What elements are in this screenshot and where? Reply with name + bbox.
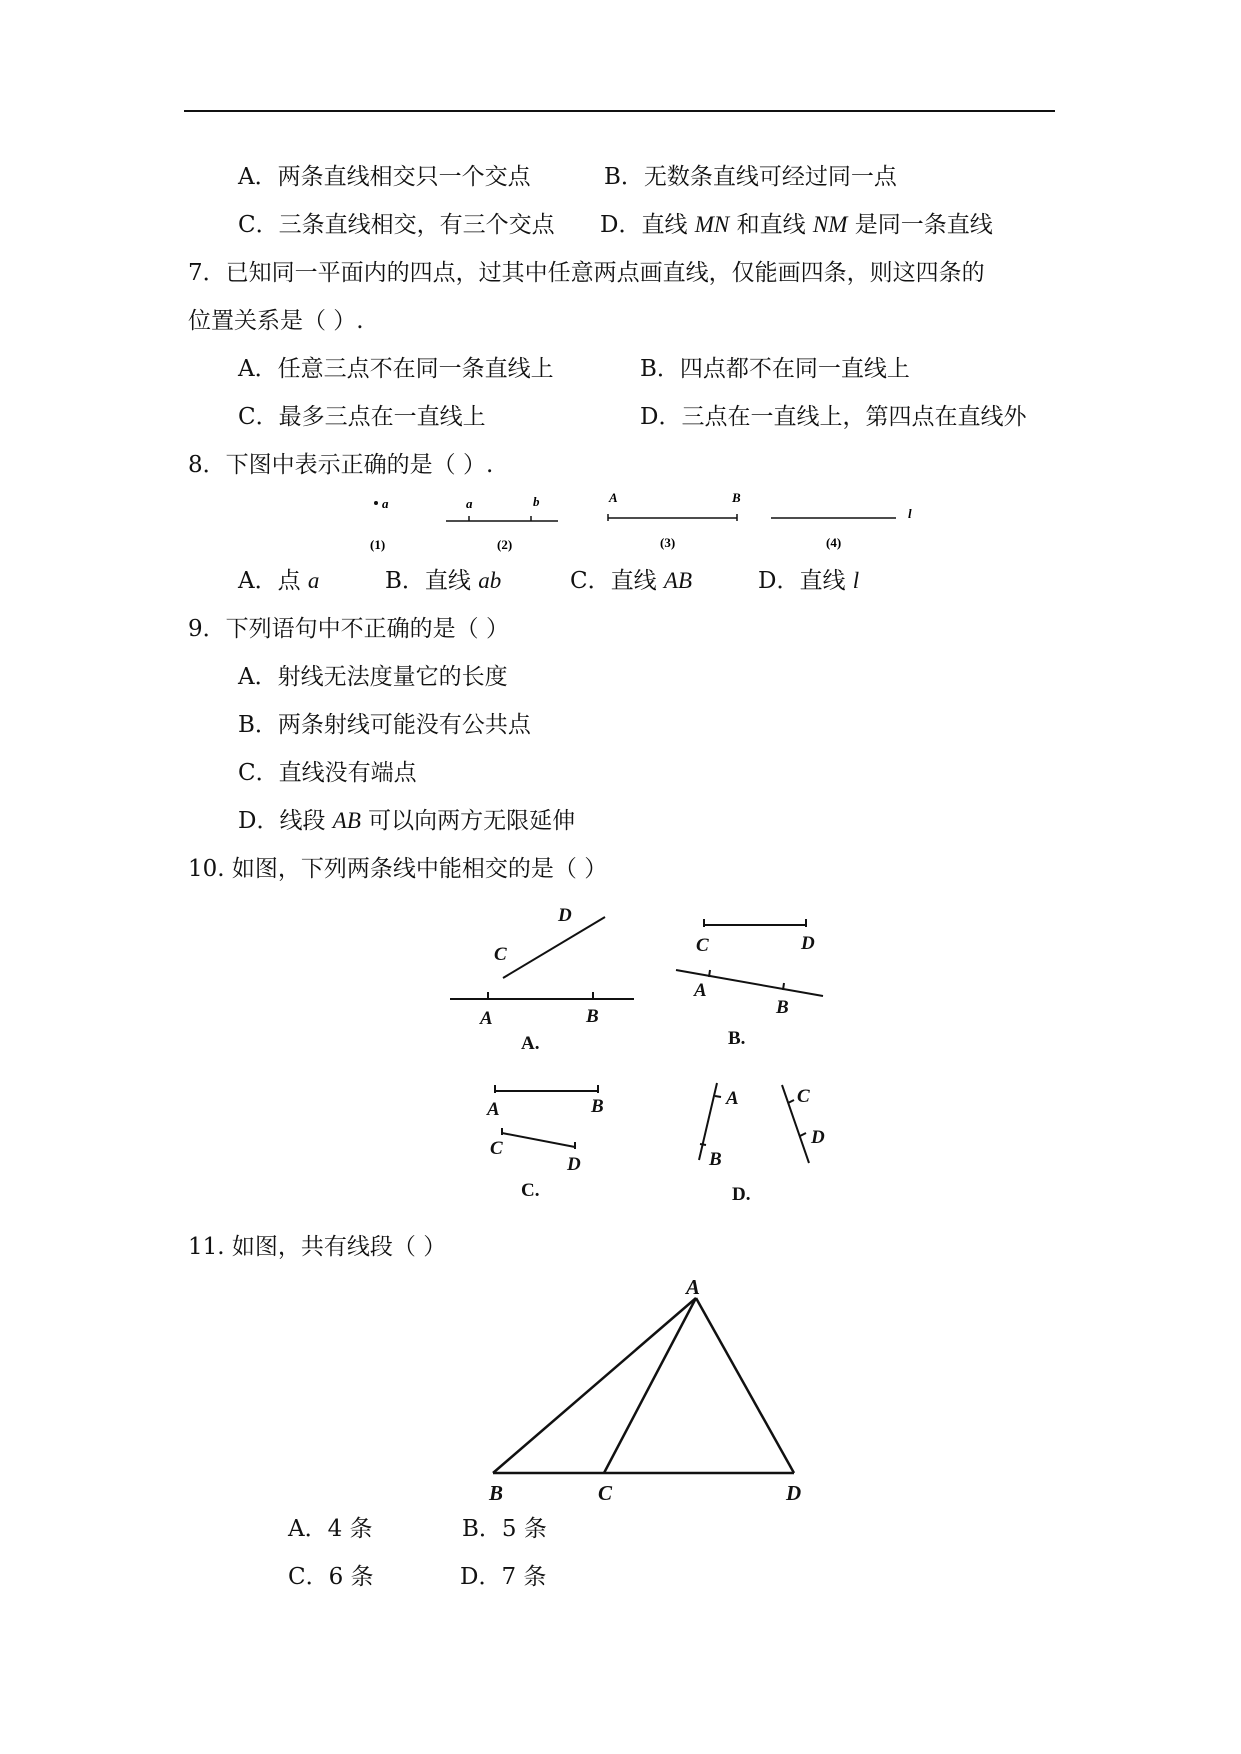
q8-fig3-caption: (3) — [660, 535, 676, 550]
q9-option-b: B．两条射线可能没有公共点 — [238, 712, 531, 738]
q11-label-d: D — [786, 1481, 802, 1505]
q10-b-label-b: B — [776, 997, 789, 1018]
q6-option-c: C．三条直线相交，有三个交点 — [238, 212, 555, 238]
q8-fig2-label-b: b — [533, 494, 540, 509]
q10-b-tick-b — [783, 983, 784, 990]
q11-label-b: B — [489, 1481, 504, 1505]
q8-option-b-var: ab — [478, 568, 502, 593]
q11-option-b: B．5 条 — [462, 1516, 547, 1542]
q8-fig4-label: l — [908, 506, 912, 521]
q6-option-d-post: 是同一条直线 — [847, 212, 993, 238]
q10-d-label-c: C — [797, 1086, 810, 1107]
q8-option-a-pre: A．点 — [238, 568, 308, 594]
q9-option-a: A．射线无法度量它的长度 — [238, 664, 508, 690]
q10-b-label-a: A — [694, 980, 707, 1001]
q6-option-d-mn: MN — [694, 212, 730, 237]
q10-d-label-b: B — [709, 1149, 722, 1170]
q10-a-label-c: C — [494, 944, 507, 965]
q9-option-d-var: AB — [332, 808, 361, 833]
q8-option-b — [385, 566, 501, 596]
q11-label-a: A — [686, 1275, 701, 1299]
q10-d-tick-d — [800, 1133, 806, 1136]
header-rule — [184, 110, 1055, 112]
q10-d-segment-cd — [782, 1085, 809, 1163]
q6-option-b: B．无数条直线可经过同一点 — [604, 164, 897, 190]
q8-fig4-caption: (4) — [826, 535, 842, 550]
q10-b-label-c: C — [696, 935, 709, 956]
q10-a-label-b: B — [586, 1006, 599, 1027]
q6-option-d — [600, 210, 993, 240]
q11-segment-ad — [696, 1298, 794, 1473]
q8-option-d-pre: D．直线 — [758, 568, 853, 594]
q10-a-segment-cd — [503, 917, 605, 978]
q8-option-a — [238, 566, 319, 596]
q8-option-b-pre: B．直线 — [385, 568, 479, 594]
q10-b-line-ab — [676, 970, 823, 996]
q10-d-segment-ab — [699, 1083, 717, 1160]
q10-stem: 10. 如图，下列两条线中能相交的是（ ） — [188, 856, 608, 882]
q8-fig3-label-a: A — [609, 490, 618, 505]
q8-fig1-caption: (1) — [370, 537, 386, 552]
q9-stem: 9．下列语句中不正确的是（ ） — [188, 616, 509, 642]
q10-c-caption: C. — [521, 1180, 540, 1201]
q7-stem-line1: 7．已知同一平面内的四点，过其中任意两点画直线，仅能画四条，则这四条的 — [188, 260, 985, 286]
q8-option-c — [570, 566, 692, 596]
q7-option-a: A．任意三点不在同一条直线上 — [238, 356, 554, 382]
q10-a-label-d: D — [558, 905, 572, 926]
q8-option-d — [758, 566, 859, 596]
q10-d-caption: D. — [732, 1184, 751, 1205]
q11-stem: 11. 如图，共有线段（ ） — [188, 1234, 447, 1260]
q8-fig2-caption: (2) — [497, 537, 513, 552]
q10-b-caption: B. — [728, 1028, 746, 1049]
q6-option-d-nm: NM — [812, 212, 848, 237]
q8-option-c-pre: C．直线 — [570, 568, 664, 594]
q6-option-d-pre: D．直线 — [600, 212, 695, 238]
q10-c-label-d: D — [567, 1154, 581, 1175]
q8-fig1-point — [374, 501, 378, 505]
q11-option-c: C．6 条 — [288, 1564, 374, 1590]
q10-b-tick-a — [709, 970, 710, 977]
q10-d-tick-c — [788, 1100, 794, 1103]
q8-fig3-label-b: B — [732, 490, 741, 505]
q11-option-d: D．7 条 — [460, 1564, 547, 1590]
q7-stem-line2: 位置关系是（ ）. — [188, 308, 364, 334]
q10-c-label-c: C — [490, 1138, 503, 1159]
q9-option-c: C．直线没有端点 — [238, 760, 417, 786]
q9-option-d-pre: D．线段 — [238, 808, 333, 834]
q10-a-caption: A. — [521, 1033, 540, 1054]
q7-option-b: B．四点都不在同一直线上 — [640, 356, 910, 382]
q9-option-d — [238, 806, 575, 836]
q11-segment-ab — [493, 1298, 696, 1473]
q10-b-label-d: D — [801, 933, 815, 954]
q11-segment-ac — [604, 1298, 696, 1473]
q10-d-tick-b — [700, 1144, 706, 1145]
q10-d-label-a: A — [726, 1088, 739, 1109]
q8-fig2-label-a: a — [466, 496, 473, 511]
q9-option-d-post: 可以向两方无限延伸 — [360, 808, 576, 834]
q10-c-label-b: B — [591, 1096, 604, 1117]
q10-d-label-d: D — [811, 1127, 825, 1148]
q7-option-d: D．三点在一直线上，第四点在直线外 — [640, 404, 1027, 430]
q6-option-a: A．两条直线相交只一个交点 — [238, 164, 531, 190]
q8-option-a-var: a — [307, 568, 320, 593]
q8-fig1-label: a — [382, 496, 389, 511]
q10-c-label-a: A — [487, 1099, 500, 1120]
q10-d-tick-a — [715, 1096, 721, 1097]
q7-option-c: C．最多三点在一直线上 — [238, 404, 486, 430]
q10-a-label-a: A — [480, 1008, 493, 1029]
q6-option-d-mid: 和直线 — [729, 212, 813, 238]
q8-option-c-var: AB — [663, 568, 693, 593]
q10-c-segment-cd — [502, 1133, 575, 1147]
q11-option-a: A．4 条 — [288, 1516, 373, 1542]
q8-stem: 8．下图中表示正确的是（ ）. — [188, 452, 494, 478]
q8-option-d-var: l — [852, 568, 860, 593]
q11-label-c: C — [598, 1481, 613, 1505]
